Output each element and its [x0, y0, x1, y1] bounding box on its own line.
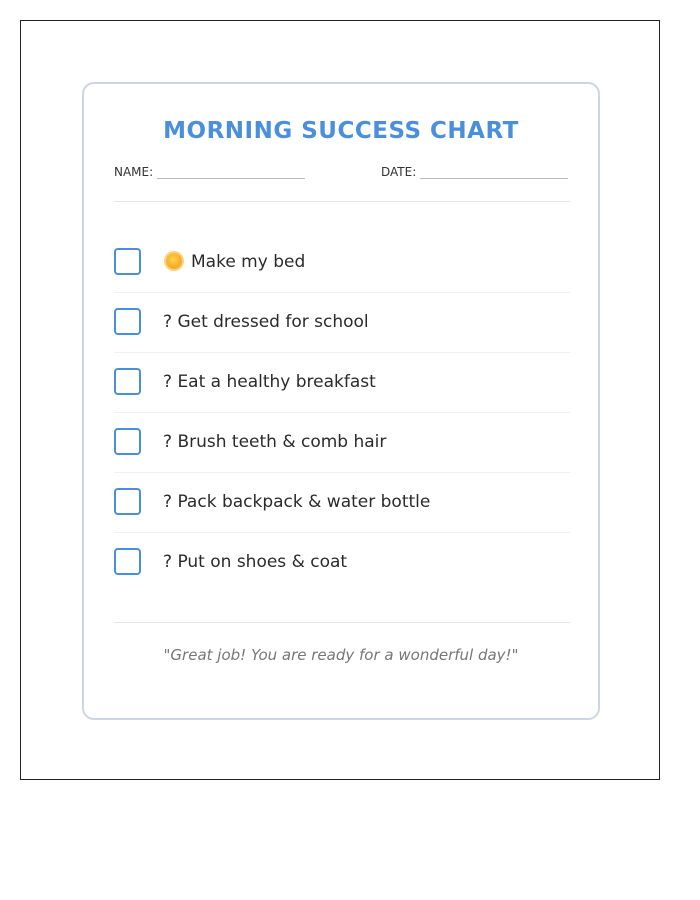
header-divider — [114, 201, 570, 202]
task-item — [114, 293, 570, 353]
task-checkbox[interactable] — [114, 248, 141, 275]
meta-row — [114, 165, 570, 183]
task-checkbox[interactable] — [114, 428, 141, 455]
footer-divider — [114, 622, 570, 623]
date-blank-line[interactable] — [420, 166, 568, 179]
name-field — [114, 165, 305, 179]
task-text: Make my bed — [191, 252, 306, 272]
task-checkbox[interactable] — [114, 308, 141, 335]
sun-icon — [166, 253, 182, 269]
page-frame — [20, 20, 660, 780]
chart-title: MORNING SUCCESS CHART — [163, 118, 519, 144]
task-text: Put on shoes & coat — [177, 552, 348, 572]
chart-card — [82, 82, 600, 720]
task-prefix: ? — [163, 492, 173, 512]
task-prefix: ? — [163, 312, 173, 332]
task-prefix: ? — [163, 552, 173, 572]
task-label — [163, 252, 305, 272]
task-label — [163, 312, 369, 332]
task-item — [114, 353, 570, 413]
task-label — [163, 492, 430, 512]
task-item — [114, 233, 570, 293]
task-label — [163, 552, 347, 572]
task-item — [114, 533, 570, 593]
task-text: Pack backpack & water bottle — [177, 492, 431, 512]
name-label: NAME: — [114, 165, 154, 179]
task-item — [114, 473, 570, 533]
task-text: Eat a healthy breakfast — [177, 372, 376, 392]
date-label: DATE: — [381, 165, 417, 179]
task-checkbox[interactable] — [114, 368, 141, 395]
date-field — [381, 165, 568, 179]
task-label — [163, 372, 376, 392]
task-item — [114, 413, 570, 473]
task-checkbox[interactable] — [114, 488, 141, 515]
task-label — [163, 432, 386, 452]
footer-quote: "Great job! You are ready for a wonderful day!" — [163, 646, 519, 664]
task-prefix: ? — [163, 372, 173, 392]
task-prefix: ? — [163, 432, 173, 452]
task-text: Brush teeth & comb hair — [177, 432, 387, 452]
name-blank-line[interactable] — [157, 166, 305, 179]
task-checkbox[interactable] — [114, 548, 141, 575]
task-text: Get dressed for school — [177, 312, 369, 332]
task-list — [114, 233, 570, 593]
